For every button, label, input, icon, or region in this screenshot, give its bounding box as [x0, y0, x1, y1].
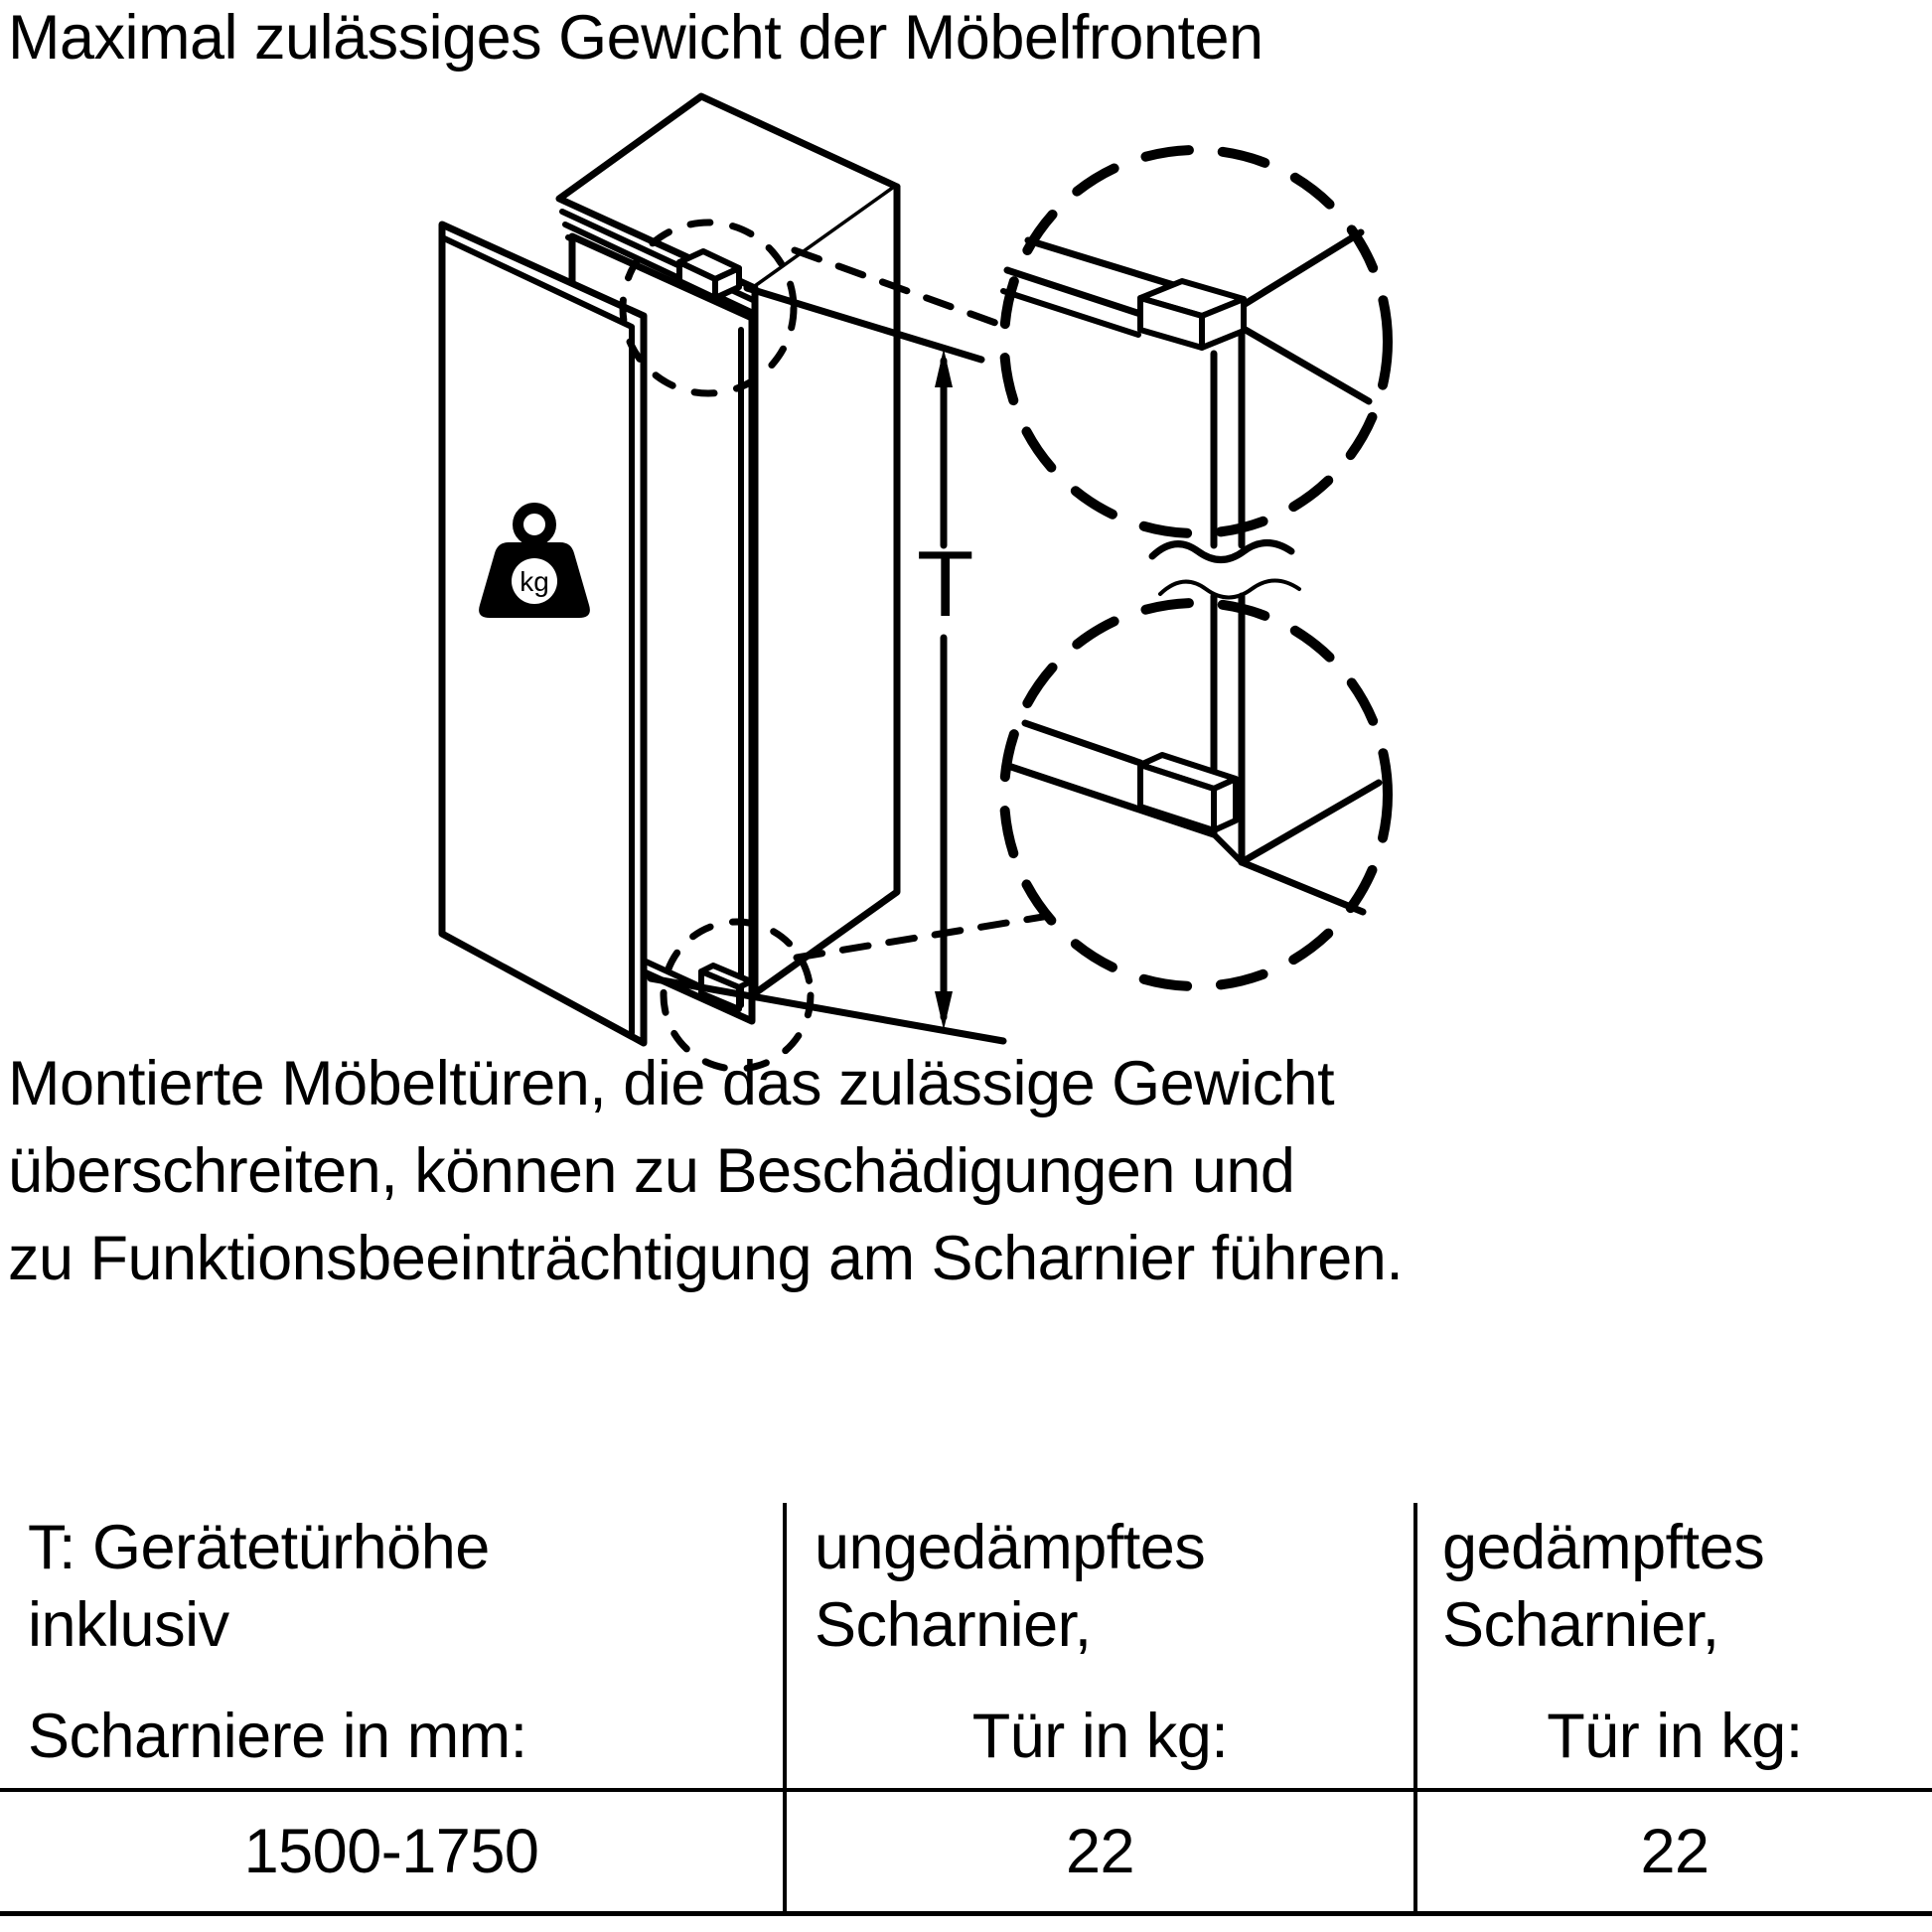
- break-symbol: [1152, 543, 1299, 598]
- col3-header-line1: gedämpftes: [1442, 1513, 1765, 1582]
- furniture-front-panel: [442, 224, 644, 1043]
- col2-header-line2: Scharnier,: [815, 1590, 1092, 1660]
- warning-text-line-1: Montierte Möbeltüren, die das zulässige Gewicht: [8, 1049, 1335, 1118]
- col3-value: 22: [1640, 1817, 1709, 1886]
- col3-header-line2: Scharnier,: [1442, 1590, 1719, 1660]
- col3-header-line3: Tür in kg:: [1547, 1702, 1803, 1771]
- col1-header-line1: T: Gerätetürhöhe: [28, 1513, 490, 1582]
- col1-header-line3: Scharniere in mm:: [28, 1702, 527, 1771]
- dimension-label: T: [917, 531, 974, 636]
- dimension-arrow-up: [935, 349, 953, 387]
- kg-label: kg: [520, 566, 549, 597]
- dimension-arrow-down: [935, 991, 953, 1030]
- dimension-ref-bottom: [651, 978, 1003, 1041]
- col1-value: 1500-1750: [243, 1817, 539, 1886]
- table-bottom-border: [0, 1911, 1932, 1916]
- bottom-detail-content: [1011, 596, 1379, 912]
- col2-value: 22: [1065, 1817, 1135, 1886]
- col2-header-line1: ungedämpftes: [815, 1513, 1206, 1582]
- page-title: Maximal zulässiges Gewicht der Möbelfronten: [8, 3, 1263, 73]
- cabinet-side-face: [755, 187, 897, 993]
- col2-header-line3: Tür in kg:: [971, 1702, 1229, 1771]
- warning-text-line-3: zu Funktionsbeeinträchtigung am Scharnier führen.: [8, 1224, 1404, 1293]
- col1-header-line2: inklusiv: [28, 1590, 229, 1660]
- warning-text-line-2: überschreiten, können zu Beschädigungen und: [8, 1136, 1295, 1206]
- table-header-separator: [0, 1788, 1932, 1792]
